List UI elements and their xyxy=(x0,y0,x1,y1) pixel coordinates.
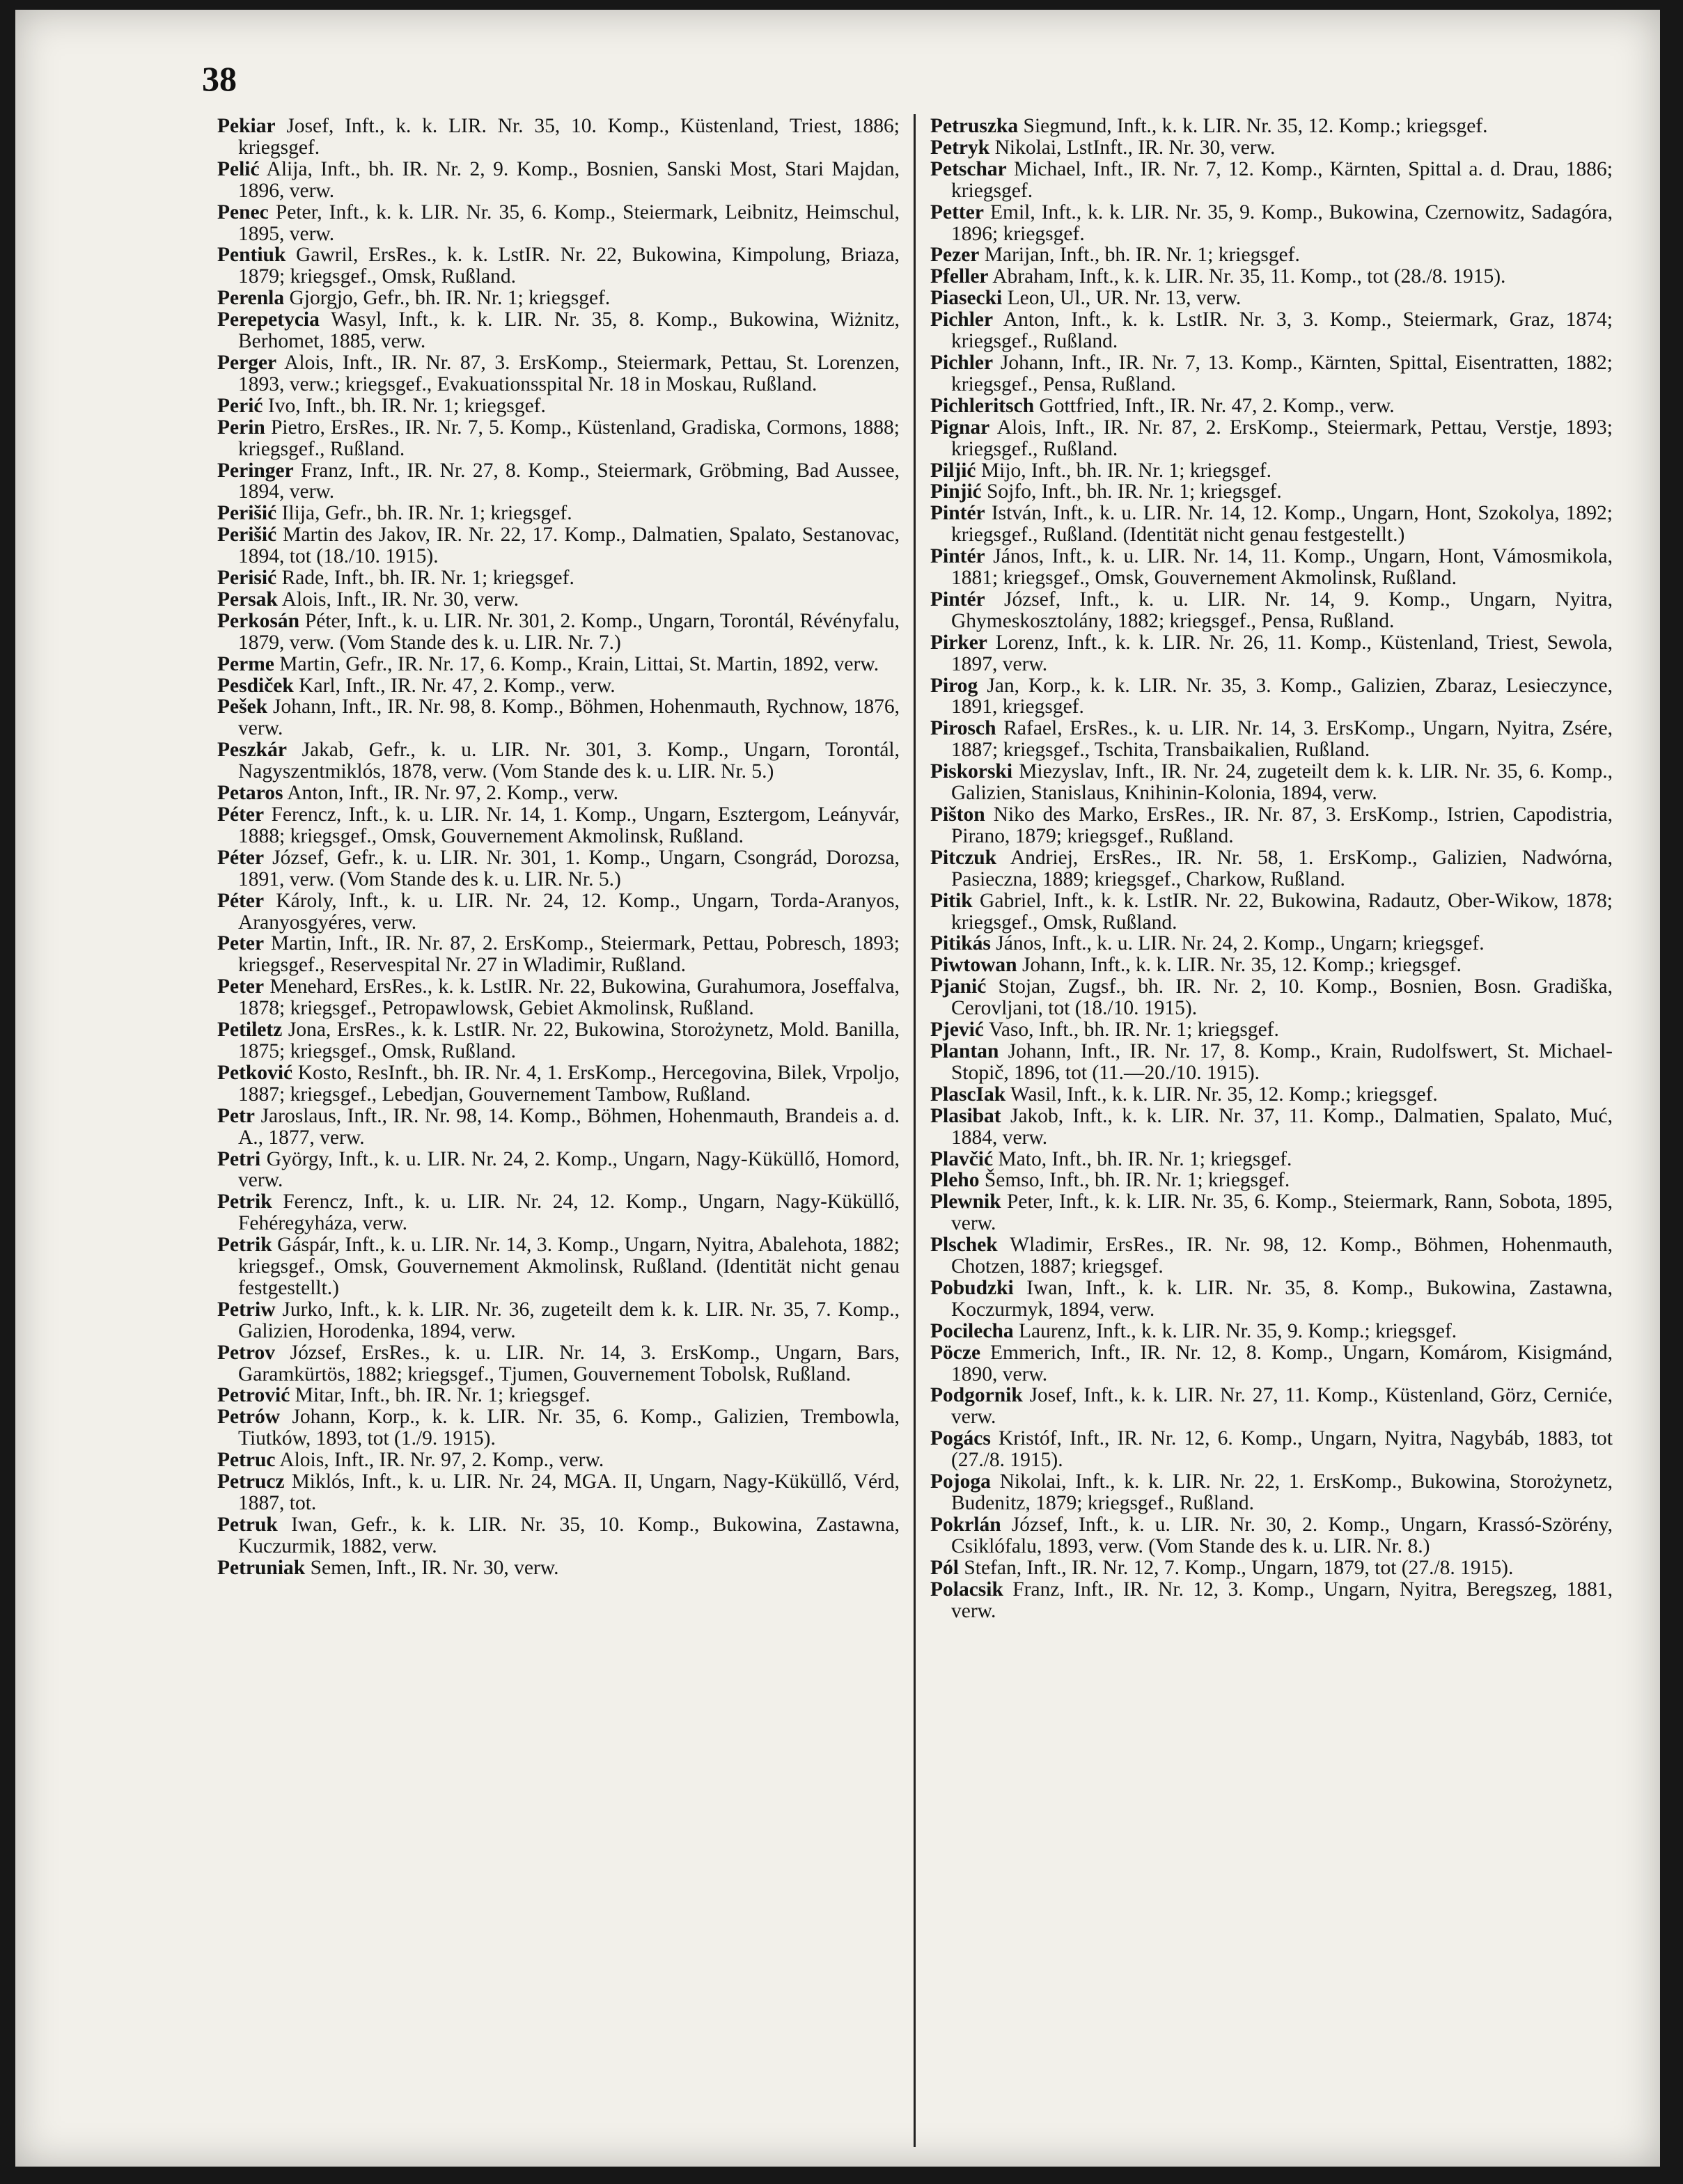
casualty-entry xyxy=(930,1579,1613,1622)
entry-surname: Pentiuk xyxy=(217,244,286,267)
entry-surname: Piljić xyxy=(930,459,976,482)
casualty-entry xyxy=(930,1278,1613,1321)
entry-surname: Penec xyxy=(217,201,269,223)
entry-surname: Pitczuk xyxy=(930,846,997,869)
casualty-entry xyxy=(217,1557,900,1579)
entry-details: Iwan, Inft., k. k. LIR. Nr. 35, 8. Komp., Bukowina, Zastawna, Koczurmyk, 1894, verw. xyxy=(951,1276,1613,1321)
entry-surname: Petrik xyxy=(217,1191,272,1213)
entry-surname: Perišić xyxy=(217,502,277,525)
entry-details: Ferencz, Inft., k. u. LIR. Nr. 14, 1. Komp., Ungarn, Esztergom, Leányvár, 1888; kriegsgef., Omsk, Gouvernement Akmolinsk, Rußland. xyxy=(238,803,900,847)
entry-surname: Petschar xyxy=(930,157,1007,180)
entry-surname: Peter xyxy=(217,932,265,955)
entry-details: Miezyslav, Inft., IR. Nr. 24, zugeteilt dem k. k. LIR. Nr. 35, 6. Komp., Galizien, Stanislaus, Knihinin-Kolonia, 1894, verw. xyxy=(951,760,1613,805)
entry-details: Jakob, Inft., k. k. LIR. Nr. 37, 11. Komp., Dalmatien, Spalato, Muć, 1884, verw. xyxy=(951,1104,1613,1149)
entry-surname: Pešek xyxy=(217,696,268,718)
casualty-entry xyxy=(217,1471,900,1514)
entry-surname: Perin xyxy=(217,416,265,439)
entry-surname: Pitikás xyxy=(930,932,991,955)
entry-details: Kosto, ResInft., bh. IR. Nr. 4, 1. ErsKomp., Hercegovina, Bilek, Vrpoljo, 1887; kriegsgef., Lebedjan, Gouvernement Tambow, Rußland. xyxy=(238,1061,900,1106)
entry-details: Niko des Marko, ErsRes., IR. Nr. 87, 3. ErsKomp., Istrien, Capodistria, Pirano, 1879; kriegsgef., Rußland. xyxy=(951,803,1613,847)
entry-surname: Pokrlán xyxy=(930,1513,1001,1536)
entry-surname: Petrów xyxy=(217,1406,281,1429)
entry-surname: Petrović xyxy=(217,1384,290,1407)
entry-details: Alois, Inft., IR. Nr. 87, 2. ErsKomp., Steiermark, Pettau, Verstje, 1893; kriegsgef., Rußland. xyxy=(951,416,1613,460)
entry-details: Andriej, ErsRes., IR. Nr. 58, 1. ErsKomp., Galizien, Nadwórna, Pasieczna, 1889; kriegsgef., Charkow, Rußland. xyxy=(951,846,1613,890)
entry-surname: Plasibat xyxy=(930,1104,1001,1127)
entry-details: József, Gefr., k. u. LIR. Nr. 301, 1. Komp., Ungarn, Csongrád, Dorozsa, 1891, verw. (Vom Stande des k. u. LIR. Nr. 5.) xyxy=(238,846,900,890)
entry-details: Miklós, Inft., k. u. LIR. Nr. 24, MGA. II, Ungarn, Nagy-Küküllő, Vérd, 1887, tot. xyxy=(238,1470,900,1514)
entry-surname: Petter xyxy=(930,201,984,223)
left-column xyxy=(217,116,900,1579)
casualty-entry xyxy=(217,1062,900,1106)
casualty-entry xyxy=(217,1191,900,1234)
entry-details: Johann, Inft., k. k. LIR. Nr. 35, 12. Komp.; kriegsgef. xyxy=(1017,954,1462,977)
casualty-entry xyxy=(930,1149,1613,1170)
entry-details: Alois, Inft., IR. Nr. 97, 2. Komp., verw. xyxy=(275,1449,604,1472)
entry-surname: Perenla xyxy=(217,287,285,310)
entry-details: Johann, Inft., IR. Nr. 17, 8. Komp., Krain, Rudolfswert, St. Michael-Stopič, 1896, tot (11.—20./10. 1915). xyxy=(951,1039,1613,1084)
entry-surname: Polacsik xyxy=(930,1578,1003,1601)
entry-surname: Petr xyxy=(217,1104,256,1127)
entry-surname: Perepetycia xyxy=(217,308,320,331)
entry-details: Emil, Inft., k. k. LIR. Nr. 35, 9. Komp., Bukowina, Czernowitz, Sadagóra, 1896; kriegsgef. xyxy=(951,201,1613,245)
casualty-entry xyxy=(930,675,1613,718)
casualty-entry xyxy=(217,1299,900,1342)
casualty-entry xyxy=(217,976,900,1019)
casualty-entry xyxy=(217,460,900,503)
entry-surname: Perisić xyxy=(217,567,277,590)
casualty-entry xyxy=(217,1385,900,1406)
casualty-entry xyxy=(217,116,900,159)
casualty-entry xyxy=(217,783,900,804)
entry-surname: Petiletz xyxy=(217,1019,283,1042)
entry-details: Stojan, Zugsf., bh. IR. Nr. 2, 10. Komp., Bosnien, Bosn. Gradiška, Cerovljani, tot (18./10. 1915). xyxy=(951,975,1613,1020)
entry-surname: Pichler xyxy=(930,351,994,374)
entry-details: Ilija, Gefr., bh. IR. Nr. 1; kriegsgef. xyxy=(276,502,572,525)
entry-surname: Pekiar xyxy=(217,115,276,137)
entry-details: István, Inft., k. u. LIR. Nr. 14, 12. Komp., Ungarn, Hont, Szokolya, 1892; kriegsgef., Rußland. (Identität nicht genau festgestellt.) xyxy=(951,502,1613,547)
entry-details: Kristóf, Inft., IR. Nr. 12, 6. Komp., Ungarn, Nyitra, Nagybáb, 1883, tot (27./8. 1915). xyxy=(951,1427,1613,1472)
entry-details: Pietro, ErsRes., IR. Nr. 7, 5. Komp., Küstenland, Gradiska, Cormons, 1888; kriegsgef., Rußland. xyxy=(238,416,900,460)
entry-surname: Petković xyxy=(217,1061,293,1084)
entry-surname: Peringer xyxy=(217,459,294,482)
entry-details: Peter, Inft., k. k. LIR. Nr. 35, 6. Komp., Steiermark, Leibnitz, Heimschul, 1895, verw. xyxy=(238,201,900,245)
casualty-entry xyxy=(217,654,900,675)
casualty-entry xyxy=(930,847,1613,890)
entry-details: Mato, Inft., bh. IR. Nr. 1; kriegsgef. xyxy=(993,1147,1292,1170)
casualty-entry xyxy=(930,352,1613,395)
entry-surname: Pintér xyxy=(930,588,985,611)
entry-surname: Petrucz xyxy=(217,1470,285,1493)
casualty-entry xyxy=(930,1170,1613,1191)
entry-surname: Petruniak xyxy=(217,1556,306,1579)
casualty-entry xyxy=(217,352,900,395)
casualty-entry xyxy=(217,524,900,567)
entry-surname: Petaros xyxy=(217,782,283,805)
entry-details: János, Inft., k. u. LIR. Nr. 14, 11. Komp., Ungarn, Hont, Vámosmikola, 1881; kriegsgef., Omsk, Gouvernement Akmolinsk, Rußland. xyxy=(951,545,1613,590)
entry-details: Martin, Inft., IR. Nr. 87, 2. ErsKomp., Steiermark, Pettau, Pobresch, 1893; kriegsgef., Reservespital Nr. 27 in Wladimir, Rußland. xyxy=(238,932,900,977)
casualty-entry xyxy=(930,632,1613,675)
casualty-entry xyxy=(930,1041,1613,1084)
entry-surname: Plavčić xyxy=(930,1147,994,1170)
casualty-entry xyxy=(217,417,900,460)
entry-details: Wasil, Inft., k. k. LIR. Nr. 35, 12. Komp.; kriegsgef. xyxy=(1005,1083,1438,1106)
casualty-entry xyxy=(930,1084,1613,1106)
casualty-entry xyxy=(930,890,1613,934)
entry-surname: Petruc xyxy=(217,1449,276,1472)
casualty-entry xyxy=(217,503,900,524)
entry-surname: Peszkár xyxy=(217,739,287,762)
casualty-entry xyxy=(930,546,1613,589)
casualty-entry xyxy=(930,1019,1613,1041)
entry-details: Gawril, ErsRes., k. k. LstIR. Nr. 22, Bukowina, Kimpolung, Briaza, 1879; kriegsgef., Omsk, Rußland. xyxy=(238,244,900,288)
entry-surname: Plantan xyxy=(930,1039,999,1062)
entry-details: Stefan, Inft., IR. Nr. 12, 7. Komp., Ungarn, 1879, tot (27./8. 1915). xyxy=(958,1556,1514,1579)
casualty-entry xyxy=(217,1149,900,1192)
casualty-entry xyxy=(930,417,1613,460)
entry-details: Emmerich, Inft., IR. Nr. 12, 8. Komp., Ungarn, Komárom, Kisigmánd, 1890, verw. xyxy=(951,1341,1613,1385)
entry-surname: Pfeller xyxy=(930,265,989,288)
casualty-entry xyxy=(217,395,900,417)
entry-surname: Piasecki xyxy=(930,287,1003,310)
casualty-entry xyxy=(217,1450,900,1471)
casualty-entry xyxy=(217,159,900,202)
entry-details: Wasyl, Inft., k. k. LIR. Nr. 35, 8. Komp., Bukowina, Wiżnitz, Berhomet, 1885, verw. xyxy=(238,308,900,353)
casualty-entry xyxy=(930,1385,1613,1428)
entry-surname: Péter xyxy=(217,889,265,912)
entry-details: Johann, Inft., IR. Nr. 98, 8. Komp., Böhmen, Hohenmauth, Rychnow, 1876, verw. xyxy=(238,696,900,740)
entry-surname: Piwtowan xyxy=(930,954,1017,977)
casualty-entry xyxy=(217,244,900,288)
casualty-entry xyxy=(217,675,900,697)
entry-details: Lorenz, Inft., k. k. LIR. Nr. 26, 11. Komp., Küstenland, Triest, Sewola, 1897, verw. xyxy=(951,631,1613,675)
entry-details: Menehard, ErsRes., k. k. LstIR. Nr. 22, Bukowina, Gurahumora, Joseffalva, 1878; kriegsgef., Petropawlowsk, Gebiet Akmolinsk, Rußland. xyxy=(238,975,900,1020)
casualty-entry xyxy=(930,1234,1613,1278)
entry-details: Franz, Inft., IR. Nr. 27, 8. Komp., Steiermark, Gröbming, Bad Aussee, 1894, verw. xyxy=(238,459,900,503)
entry-surname: Petryk xyxy=(930,136,990,159)
page-number: 38 xyxy=(202,59,237,98)
entry-surname: Plehо xyxy=(930,1169,980,1192)
entry-details: Jurko, Inft., k. k. LIR. Nr. 36, zugeteilt dem k. k. LIR. Nr. 35, 7. Komp., Galizien, Horodenka, 1894, verw. xyxy=(238,1298,900,1342)
entry-surname: Petrov xyxy=(217,1341,275,1364)
casualty-entry xyxy=(930,244,1613,266)
entry-surname: Pöcze xyxy=(930,1341,981,1364)
entry-details: József, ErsRes., k. u. LIR. Nr. 14, 3. ErsKomp., Ungarn, Bars, Garamkürtös, 1882; kriegsgef., Tjumen, Gouvernement Tobolsk, Rußland. xyxy=(238,1341,900,1385)
entry-details: Martin des Jakov, IR. Nr. 22, 17. Komp., Dalmatien, Spalato, Sestanovac, 1894, tot (18./10. 1915). xyxy=(238,524,900,568)
entry-details: Anton, Inft., IR. Nr. 97, 2. Komp., verw. xyxy=(283,782,619,805)
casualty-entry xyxy=(930,288,1613,309)
casualty-entry xyxy=(930,954,1613,976)
entry-surname: Péter xyxy=(217,846,265,869)
entry-surname: Piskorski xyxy=(930,760,1013,783)
entry-details: Vaso, Inft., bh. IR. Nr. 1; kriegsgef. xyxy=(983,1019,1279,1042)
casualty-entry xyxy=(217,589,900,611)
entry-surname: Petriw xyxy=(217,1298,276,1321)
entry-details: Siegmund, Inft., k. k. LIR. Nr. 35, 12. Komp.; kriegsgef. xyxy=(1018,115,1488,137)
entry-details: János, Inft., k. u. LIR. Nr. 24, 2. Komp., Ungarn; kriegsgef. xyxy=(990,932,1485,955)
casualty-entry xyxy=(930,976,1613,1019)
column-divider xyxy=(914,114,916,2147)
entry-surname: PlascIak xyxy=(930,1083,1006,1106)
entry-details: Nikolai, Inft., k. k. LIR. Nr. 22, 1. ErsKomp., Bukowina, Storożynetz, Budenitz, 1879; kriegsgef., Rußland. xyxy=(951,1470,1613,1514)
casualty-entry xyxy=(217,739,900,783)
casualty-entry xyxy=(217,890,900,934)
casualty-entry xyxy=(217,1342,900,1385)
entry-surname: Pjević xyxy=(930,1019,984,1042)
entry-details: Péter, Inft., k. u. LIR. Nr. 301, 2. Komp., Ungarn, Torontál, Révényfalu, 1879, verw. (Vom Stande des k. u. LIR. Nr. 7.) xyxy=(238,609,900,654)
entry-details: Semen, Inft., IR. Nr. 30, verw. xyxy=(305,1556,559,1579)
entry-details: Šemso, Inft., bh. IR. Nr. 1; kriegsgef. xyxy=(979,1169,1290,1192)
casualty-entry xyxy=(930,309,1613,352)
entry-surname: Pirog xyxy=(930,674,978,697)
entry-surname: Plewnik xyxy=(930,1191,1001,1213)
casualty-entry xyxy=(930,1106,1613,1149)
entry-details: Mitar, Inft., bh. IR. Nr. 1; kriegsgef. xyxy=(290,1384,590,1407)
entry-details: Anton, Inft., k. k. LstIR. Nr. 3, 3. Komp., Steiermark, Graz, 1874; kriegsgef., Rußland. xyxy=(951,308,1613,353)
entry-surname: Perme xyxy=(217,652,274,675)
entry-details: Jakab, Gefr., k. u. LIR. Nr. 301, 3. Komp., Ungarn, Torontál, Nagyszentmiklós, 1878, verw. (Vom Stande des k. u. LIR. Nr. 5.) xyxy=(238,739,900,783)
casualty-entry xyxy=(930,503,1613,546)
entry-surname: Petruszka xyxy=(930,115,1019,137)
entry-surname: Pitik xyxy=(930,889,973,912)
entry-details: Gjorgjo, Gefr., bh. IR. Nr. 1; kriegsgef. xyxy=(284,287,611,310)
casualty-entry xyxy=(217,933,900,976)
entry-details: Iwan, Gefr., k. k. LIR. Nr. 35, 10. Komp., Bukowina, Zastawna, Kuczurmik, 1882, verw. xyxy=(238,1513,900,1557)
casualty-entry xyxy=(217,1406,900,1450)
casualty-entry xyxy=(930,761,1613,804)
entry-surname: Petruk xyxy=(217,1513,278,1536)
entry-details: Ferencz, Inft., k. u. LIR. Nr. 24, 12. Komp., Ungarn, Nagy-Küküllő, Fehéregyháza, verw. xyxy=(238,1191,900,1235)
entry-surname: Pojoga xyxy=(930,1470,991,1493)
entry-details: Johann, Korp., k. k. LIR. Nr. 35, 6. Komp., Galizien, Trembowla, Tiutków, 1893, tot (1./9. 1915). xyxy=(238,1406,900,1450)
casualty-entry xyxy=(217,611,900,654)
casualty-entry xyxy=(930,1557,1613,1579)
entry-details: Michael, Inft., IR. Nr. 7, 12. Komp., Kärnten, Spittal a. d. Drau, 1886; kriegsgef. xyxy=(951,157,1613,202)
entry-details: Gáspár, Inft., k. u. LIR. Nr. 14, 3. Komp., Ungarn, Nyitra, Abalehota, 1882; kriegsgef., Omsk, Gouvernement Akmolinsk, Rußland. (Identität nicht genau festgestellt.) xyxy=(238,1234,900,1299)
entry-details: Peter, Inft., k. k. LIR. Nr. 35, 6. Komp., Steiermark, Rann, Sobota, 1895, verw. xyxy=(951,1191,1613,1235)
casualty-entry xyxy=(930,481,1613,503)
casualty-entry xyxy=(930,159,1613,202)
entry-details: Josef, Inft., k. k. LIR. Nr. 27, 11. Komp., Küstenland, Görz, Cerniće, verw. xyxy=(951,1384,1613,1429)
entry-surname: Petrik xyxy=(217,1234,272,1257)
casualty-entry xyxy=(930,137,1613,159)
entry-details: Josef, Inft., k. k. LIR. Nr. 35, 10. Komp., Küstenland, Triest, 1886; kriegsgef. xyxy=(238,115,900,159)
entry-surname: Pirosch xyxy=(930,717,996,740)
casualty-entry xyxy=(930,460,1613,482)
entry-details: Marijan, Inft., bh. IR. Nr. 1; kriegsgef. xyxy=(979,244,1300,267)
entry-details: Franz, Inft., IR. Nr. 12, 3. Komp., Ungarn, Nyitra, Beregszeg, 1881, verw. xyxy=(951,1578,1613,1622)
entry-surname: Pintér xyxy=(930,545,985,568)
casualty-entry xyxy=(930,116,1613,137)
entry-surname: Pogács xyxy=(930,1427,991,1450)
casualty-entry xyxy=(930,1471,1613,1514)
entry-details: Johann, Inft., IR. Nr. 7, 13. Komp., Kärnten, Spittal, Eisentratten, 1882; kriegsgef., Pensa, Rußland. xyxy=(951,351,1613,395)
entry-details: Nikolai, LstInft., IR. Nr. 30, verw. xyxy=(989,136,1276,159)
entry-details: Jaroslaus, Inft., IR. Nr. 98, 14. Komp., Böhmen, Hohenmauth, Brandeis a. d. A., 1877, verw. xyxy=(238,1104,900,1149)
entry-surname: Plschek xyxy=(930,1234,998,1257)
casualty-entry xyxy=(930,804,1613,847)
entry-surname: Pichleritsch xyxy=(930,394,1035,417)
entry-surname: Persak xyxy=(217,588,278,611)
casualty-entry xyxy=(217,1514,900,1557)
entry-surname: Podgornik xyxy=(930,1384,1023,1407)
entry-details: Károly, Inft., k. u. LIR. Nr. 24, 12. Komp., Ungarn, Torda-Aranyos, Aranyosgyéres, verw. xyxy=(238,889,900,934)
entry-details: Sojfo, Inft., bh. IR. Nr. 1; kriegsgef. xyxy=(981,480,1282,503)
entry-details: Jona, ErsRes., k. k. LstIR. Nr. 22, Bukowina, Storożynetz, Mold. Banilla, 1875; kriegsgef., Omsk, Rußland. xyxy=(238,1019,900,1062)
entry-surname: Perkosán xyxy=(217,609,299,632)
entry-details: Martin, Gefr., IR. Nr. 17, 6. Komp., Krain, Littai, St. Martin, 1892, verw. xyxy=(274,652,879,675)
entry-details: Leon, Ul., UR. Nr. 13, verw. xyxy=(1002,287,1242,310)
entry-surname: Peter xyxy=(217,975,265,998)
casualty-entry xyxy=(217,1106,900,1149)
entry-surname: Pól xyxy=(930,1556,959,1579)
book-page xyxy=(15,10,1660,2167)
casualty-entry xyxy=(217,847,900,890)
casualty-entry xyxy=(930,1514,1613,1557)
entry-details: Karl, Inft., IR. Nr. 47, 2. Komp., verw. xyxy=(293,674,616,697)
casualty-entry xyxy=(217,288,900,309)
entry-surname: Pišton xyxy=(930,803,985,826)
entry-surname: Pocilecha xyxy=(930,1319,1014,1342)
casualty-entry xyxy=(930,933,1613,954)
entry-surname: Péter xyxy=(217,803,265,826)
casualty-entry xyxy=(217,567,900,589)
entry-details: Alois, Inft., IR. Nr. 87, 3. ErsKomp., Steiermark, Pettau, St. Lorenzen, 1893, verw.; kriegsgef., Evakuationsspital Nr. 18 in Moskau, Rußland. xyxy=(238,351,900,395)
entry-surname: Perger xyxy=(217,351,277,374)
right-column xyxy=(930,116,1613,1621)
entry-details: Abraham, Inft., k. k. LIR. Nr. 35, 11. Komp., tot (28./8. 1915). xyxy=(988,265,1506,288)
casualty-entry xyxy=(930,1428,1613,1471)
casualty-entry xyxy=(930,395,1613,417)
entry-details: Gabriel, Inft., k. k. LstIR. Nr. 22, Bukowina, Radautz, Ober-Wikow, 1878; kriegsgef., Omsk, Rußland. xyxy=(951,889,1613,934)
entry-surname: Pirker xyxy=(930,631,987,654)
entry-details: Laurenz, Inft., k. k. LIR. Nr. 35, 9. Komp.; kriegsgef. xyxy=(1013,1319,1457,1342)
entry-details: Rafael, ErsRes., k. u. LIR. Nr. 14, 3. ErsKomp., Ungarn, Nyitra, Zsére, 1887; kriegsgef., Tschita, Transbaikalien, Rußland. xyxy=(951,717,1613,762)
entry-surname: Perić xyxy=(217,394,263,417)
entry-surname: Pinjić xyxy=(930,480,982,503)
casualty-entry xyxy=(217,202,900,245)
entry-surname: Petri xyxy=(217,1147,261,1170)
entry-details: Mijo, Inft., bh. IR. Nr. 1; kriegsgef. xyxy=(976,459,1271,482)
entry-surname: Pignar xyxy=(930,416,990,439)
casualty-entry xyxy=(217,309,900,352)
entry-surname: Pezer xyxy=(930,244,980,267)
casualty-entry xyxy=(930,589,1613,632)
entry-surname: Pobudzki xyxy=(930,1276,1014,1299)
casualty-entry xyxy=(930,718,1613,761)
entry-surname: Perišić xyxy=(217,524,277,547)
casualty-entry xyxy=(217,1234,900,1299)
entry-details: György, Inft., k. u. LIR. Nr. 24, 2. Komp., Ungarn, Nagy-Küküllő, Homord, verw. xyxy=(238,1147,900,1192)
entry-surname: Pesdiček xyxy=(217,674,294,697)
casualty-entry xyxy=(930,266,1613,288)
casualty-entry xyxy=(930,1342,1613,1385)
entry-surname: Pichler xyxy=(930,308,994,331)
entry-details: József, Inft., k. u. LIR. Nr. 30, 2. Komp., Ungarn, Krassó-Szörény, Csiklófalu, 1893, verw. (Vom Stande des k. u. LIR. Nr. 8.) xyxy=(951,1513,1613,1557)
casualty-entry xyxy=(217,1019,900,1062)
entry-details: Jan, Korp., k. k. LIR. Nr. 35, 3. Komp., Galizien, Zbaraz, Lesieczynce, 1891, kriegsgef. xyxy=(951,674,1613,718)
casualty-entry xyxy=(930,1191,1613,1234)
entry-surname: Pelić xyxy=(217,157,260,180)
entry-details: Rade, Inft., bh. IR. Nr. 1; kriegsgef. xyxy=(276,567,574,590)
casualty-entry xyxy=(930,1321,1613,1342)
entry-details: Wladimir, ErsRes., IR. Nr. 98, 12. Komp., Böhmen, Hohenmauth, Chotzen, 1887; kriegsgef. xyxy=(951,1234,1613,1278)
entry-details: Alois, Inft., IR. Nr. 30, verw. xyxy=(277,588,519,611)
entry-details: Gottfried, Inft., IR. Nr. 47, 2. Komp., verw. xyxy=(1034,394,1395,417)
casualty-entry xyxy=(217,804,900,847)
entry-details: József, Inft., k. u. LIR. Nr. 14, 9. Komp., Ungarn, Nyitra, Ghymeskosztolány, 1882; kriegsgef., Pensa, Rußland. xyxy=(951,588,1613,632)
entry-details: Alija, Inft., bh. IR. Nr. 2, 9. Komp., Bosnien, Sanski Most, Stari Majdan, 1896, verw. xyxy=(238,157,900,202)
entry-details: Ivo, Inft., bh. IR. Nr. 1; kriegsgef. xyxy=(263,394,546,417)
casualty-entry xyxy=(930,202,1613,245)
entry-surname: Pintér xyxy=(930,502,985,525)
entry-surname: Pjanić xyxy=(930,975,987,998)
casualty-entry xyxy=(217,696,900,739)
